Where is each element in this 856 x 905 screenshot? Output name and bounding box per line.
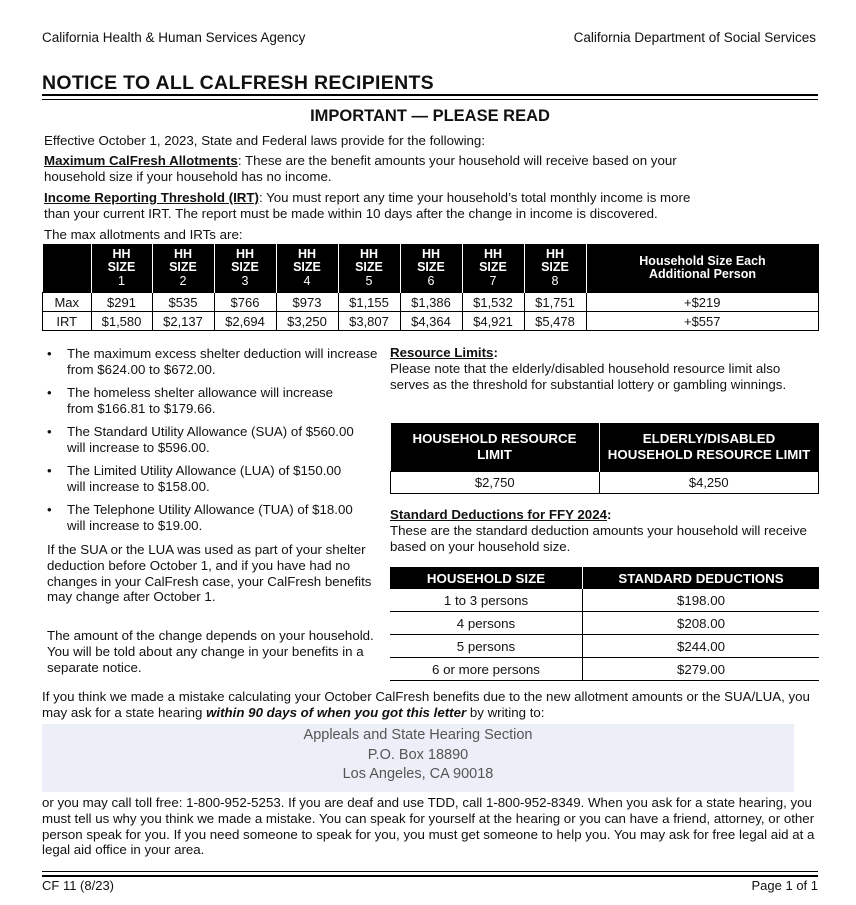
bullet-text: The homeless shelter allowance will increase from $166.81 to $179.66.	[67, 385, 334, 416]
table-cell: $535	[152, 293, 214, 312]
standard-deductions-heading: Standard Deductions for FFY 2024:	[390, 507, 612, 522]
hh-size-header: HH SIZE 1	[91, 244, 152, 293]
household-size-header: HOUSEHOLD SIZE	[390, 567, 583, 589]
table-cell: $2,137	[152, 312, 214, 331]
household-resource-limit-header: HOUSEHOLD RESOURCE LIMIT	[391, 423, 600, 472]
irt-paragraph	[44, 190, 824, 222]
table-cell: $973	[276, 293, 338, 312]
table-cell: $4,250	[599, 472, 819, 494]
bullet-dot: •	[47, 502, 52, 517]
subtitle: IMPORTANT — PLEASE READ	[310, 107, 550, 125]
change-paragraph: The amount of the change depends on your household. You will be told about any change in your benefits in a separate notice.	[47, 628, 374, 675]
bullet-dot: •	[47, 463, 52, 478]
resource-limit-table	[390, 423, 819, 494]
bullet-dot: •	[47, 346, 52, 361]
table-cell: $2,694	[214, 312, 276, 331]
table-cell: 6 or more persons	[390, 658, 583, 681]
allotment-table	[42, 244, 819, 331]
bullet-dot: •	[47, 385, 52, 400]
bullet-text: The maximum excess shelter deduction will increase from $624.00 to $672.00.	[67, 346, 378, 377]
department-name: California Department of Social Services	[573, 30, 816, 45]
hearing-paragraph: If you think we made a mistake calculating your October CalFresh benefits due to the new allotment amounts or the SUA/LUA, you may ask for a state hearing within 90 days of when you got this letter by writing to:	[42, 689, 810, 720]
hh-size-header: HH SIZE 2	[152, 244, 214, 293]
address-line: Appleals and State Hearing Section	[303, 727, 533, 743]
table-cell: $1,386	[400, 293, 462, 312]
irt-text-2: than your current IRT. The report must be made within 10 days after the change in income is discovered.	[44, 205, 658, 221]
table-row	[43, 312, 819, 331]
table-row	[390, 589, 819, 612]
row-label: Max	[43, 293, 92, 312]
irt-text: : You must report any time your household’s total monthly income is more	[258, 190, 691, 205]
hh-size-header: HH SIZE 8	[524, 244, 586, 293]
table-cell: $1,155	[338, 293, 400, 312]
hearing-deadline: within 90 days of when you got this letter	[206, 704, 467, 720]
agency-name: California Health & Human Services Agency	[42, 30, 306, 45]
page-number: Page 1 of 1	[751, 878, 818, 893]
table-intro: The max allotments and IRTs are:	[44, 227, 243, 242]
table-cell: $1,580	[91, 312, 152, 331]
title-rule	[42, 94, 818, 96]
closing-paragraph: or you may call toll free: 1-800-952-5253. If you are deaf and use TDD, call 1-800-952-8349. When you ask for a state hearing, you must tell us why you think we made a mistake. You can speak for yourself at the hearing or you can have a friend, attorney, or other person speak for you. If you need someone to speak for you, you must get someone to help you. You may ask for free legal aid at a legal aid office in your area.	[42, 795, 815, 858]
form-id: CF 11 (8/23)	[42, 878, 115, 893]
table-row	[391, 472, 819, 494]
address-line: Los Angeles, CA 90018	[342, 766, 494, 782]
table-cell: $2,750	[391, 472, 600, 494]
bullet-text: The Standard Utility Allowance (SUA) of $560.00 will increase to $596.00.	[67, 424, 354, 455]
table-cell: $198.00	[583, 589, 820, 612]
intro-text: Effective October 1, 2023, State and Federal laws provide for the following:	[44, 133, 486, 148]
max-allotments-text: : These are the benefit amounts your household will receive based on your	[237, 153, 677, 168]
max-allotments-label: Maximum CalFresh Allotments	[44, 153, 238, 168]
table-cell: $3,250	[276, 312, 338, 331]
max-allotments-text-2: household size if your household has no income.	[44, 168, 332, 184]
table-cell: $208.00	[583, 612, 820, 635]
row-label: IRT	[43, 312, 92, 331]
table-row	[390, 635, 819, 658]
additional-person-header: Household Size Each Additional Person	[586, 244, 819, 293]
max-allotments-paragraph	[44, 153, 824, 185]
hh-size-header: HH SIZE 5	[338, 244, 400, 293]
standard-deductions-text: These are the standard deduction amounts your household will receive based on your household size.	[390, 523, 807, 554]
hh-size-header: HH SIZE 6	[400, 244, 462, 293]
table-cell: $244.00	[583, 635, 820, 658]
hearing-address-box	[42, 724, 794, 792]
table-cell: 5 persons	[390, 635, 583, 658]
footer-rule	[42, 871, 818, 872]
table-cell: +$219	[586, 293, 819, 312]
table-cell: $5,478	[524, 312, 586, 331]
hh-size-header: HH SIZE 4	[276, 244, 338, 293]
allotment-corner-cell	[43, 244, 92, 293]
table-cell: $279.00	[583, 658, 820, 681]
table-cell: $291	[91, 293, 152, 312]
table-cell: $1,751	[524, 293, 586, 312]
table-cell: $1,532	[462, 293, 524, 312]
irt-label: Income Reporting Threshold (IRT)	[44, 190, 259, 205]
address-line: P.O. Box 18890	[367, 746, 469, 763]
bullet-text: The Limited Utility Allowance (LUA) of $150.00 will increase to $158.00.	[67, 463, 342, 494]
page-title: NOTICE TO ALL CALFRESH RECIPIENTS	[42, 72, 434, 94]
table-cell: $766	[214, 293, 276, 312]
hh-size-header: HH SIZE 3	[214, 244, 276, 293]
elderly-disabled-limit-header: ELDERLY/DISABLED HOUSEHOLD RESOURCE LIMIT	[599, 423, 819, 472]
bullet-text: The Telephone Utility Allowance (TUA) of $18.00 will increase to $19.00.	[67, 502, 353, 533]
footer-rule-thick	[42, 875, 818, 877]
table-cell: $3,807	[338, 312, 400, 331]
table-cell: 4 persons	[390, 612, 583, 635]
table-row	[390, 612, 819, 635]
table-cell: +$557	[586, 312, 819, 331]
hh-size-header: HH SIZE 7	[462, 244, 524, 293]
resource-limits-text: Please note that the elderly/disabled household resource limit also serves as the threshold for substantial lottery or gambling winnings.	[390, 361, 787, 392]
standard-deductions-table	[390, 567, 819, 681]
bullet-dot: •	[47, 424, 52, 439]
table-row	[390, 658, 819, 681]
table-cell: $4,364	[400, 312, 462, 331]
standard-deductions-header: STANDARD DEDUCTIONS	[583, 567, 820, 589]
table-row	[43, 293, 819, 312]
table-cell: $4,921	[462, 312, 524, 331]
resource-limits-heading: Resource Limits:	[390, 345, 498, 360]
title-rule-thin	[42, 99, 818, 100]
sua-paragraph: If the SUA or the LUA was used as part of your shelter deduction before October 1, and if you have had no changes in your CalFresh case, your CalFresh benefits may change after October 1.	[47, 542, 372, 605]
table-cell: 1 to 3 persons	[390, 589, 583, 612]
